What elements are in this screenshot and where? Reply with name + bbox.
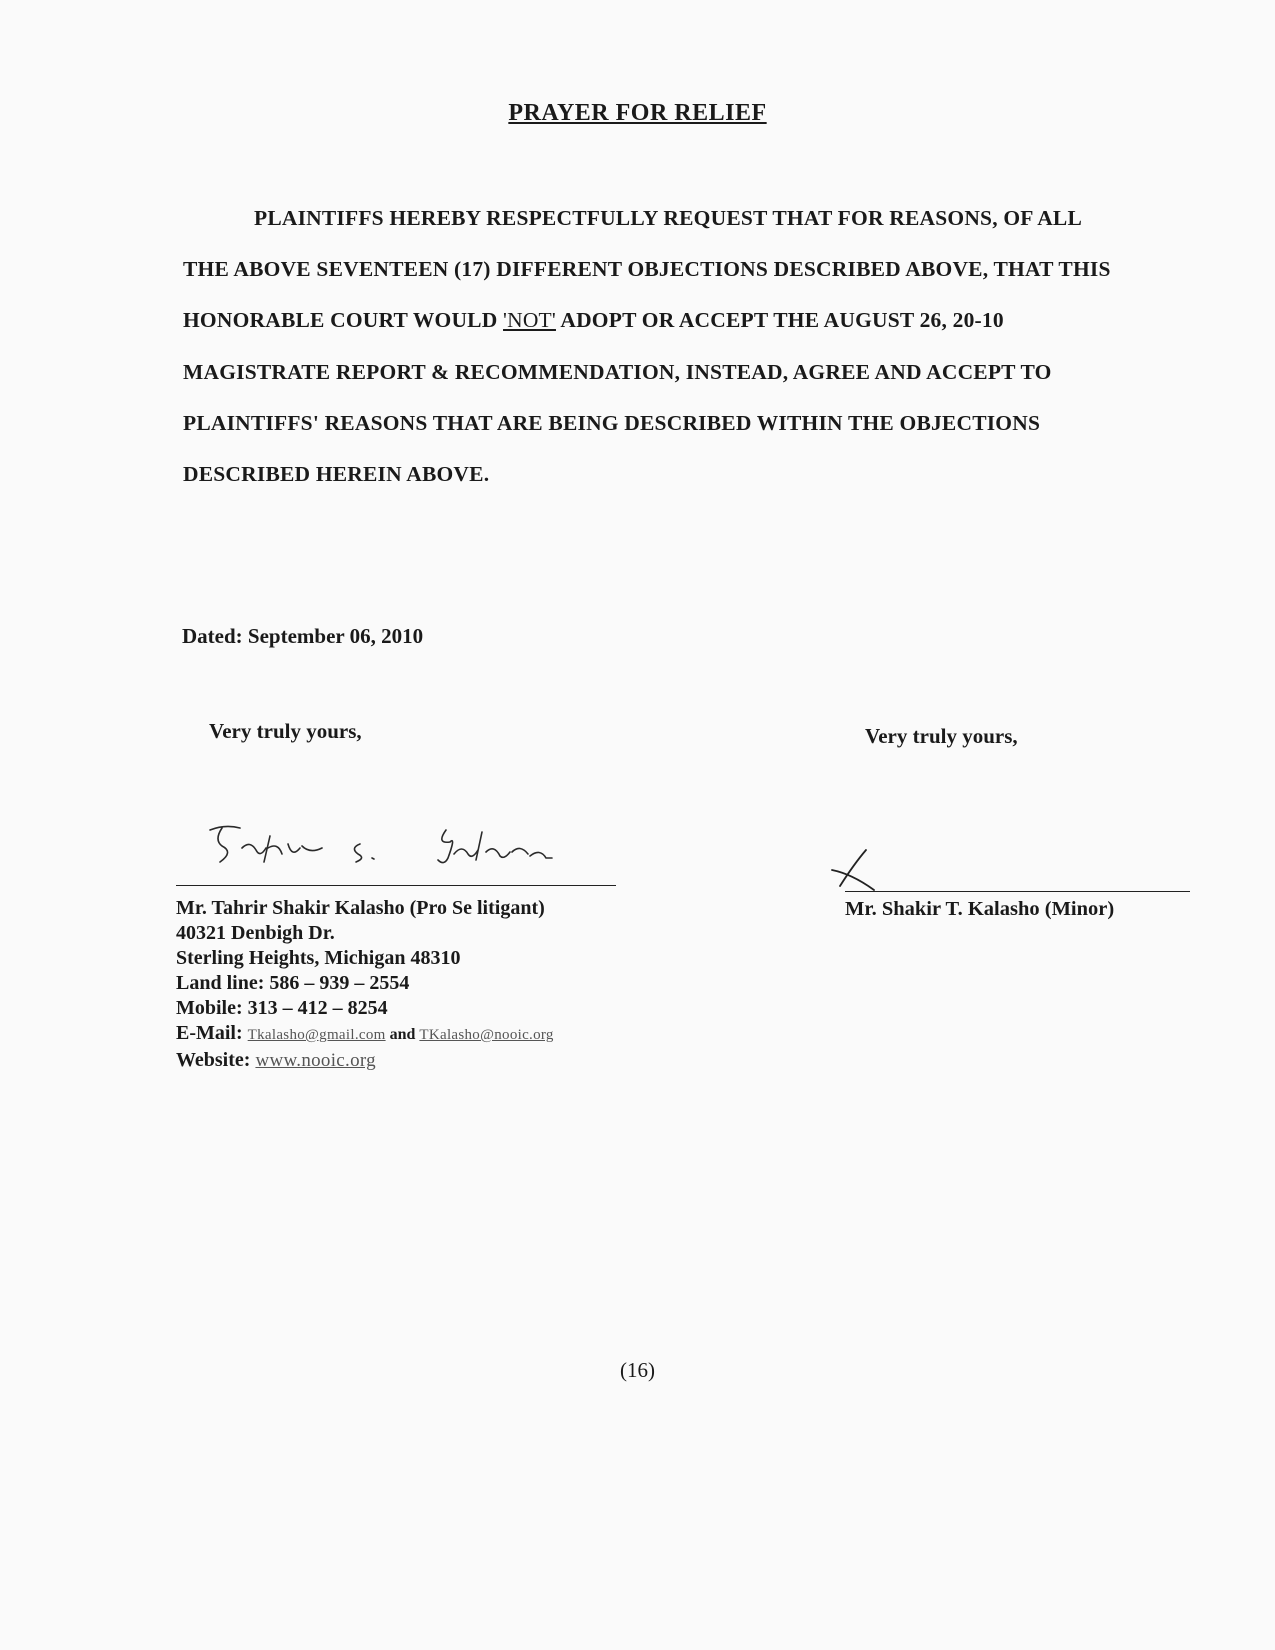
contact-block <box>176 896 554 1073</box>
body-line-5: PLAINTIFFS' REASONS THAT ARE BEING DESCRIBED WITHIN THE OBJECTIONS <box>183 411 1041 435</box>
page-number: (16) <box>620 1358 655 1382</box>
email-and: and <box>385 1026 420 1043</box>
signature-line-left <box>176 885 616 886</box>
date-line: Dated: September 06, 2010 <box>182 624 424 648</box>
signature-line-right <box>845 891 1190 892</box>
body-line-3 <box>183 308 1004 333</box>
body-line-1: PLAINTIFFS HEREBY RESPECTFULLY REQUEST THAT FOR REASONS, OF ALL <box>254 206 1083 230</box>
closing-right: Very truly yours, <box>865 724 1018 748</box>
body-line-4: MAGISTRATE REPORT & RECOMMENDATION, INSTEAD, AGREE AND ACCEPT TO <box>183 360 1052 384</box>
website-line <box>176 1048 554 1073</box>
closing-left: Very truly yours, <box>209 719 362 743</box>
body-line-3-end: ADOPT OR ACCEPT THE AUGUST 26, 20-10 <box>555 308 1004 332</box>
handwritten-signature <box>200 818 620 878</box>
website-link[interactable]: www.nooic.org <box>255 1050 376 1071</box>
mobile: Mobile: 313 – 412 – 8254 <box>176 997 388 1019</box>
email-line <box>176 1021 554 1048</box>
minor-signatory-name: Mr. Shakir T. Kalasho (Minor) <box>845 898 1115 920</box>
address-city: Sterling Heights, Michigan 48310 <box>176 947 461 969</box>
x-mark <box>828 846 898 896</box>
body-line-3-start: HONORABLE COURT WOULD <box>183 308 504 332</box>
email-link-2[interactable]: TKalasho@nooic.org <box>419 1027 554 1043</box>
email-label: E-Mail: <box>176 1022 248 1044</box>
website-label: Website: <box>176 1049 256 1071</box>
emphasized-not: 'NOT' <box>503 308 556 332</box>
document-title: PRAYER FOR RELIEF <box>508 100 767 126</box>
body-line-6: DESCRIBED HEREIN ABOVE. <box>183 462 490 486</box>
signatory-name: Mr. Tahrir Shakir Kalasho (Pro Se litigant) <box>176 897 545 919</box>
address-street: 40321 Denbigh Dr. <box>176 922 335 944</box>
landline: Land line: 586 – 939 – 2554 <box>176 972 410 994</box>
body-line-2: THE ABOVE SEVENTEEN (17) DIFFERENT OBJECTIONS DESCRIBED ABOVE, THAT THIS <box>183 257 1111 281</box>
email-link-1[interactable]: Tkalasho@gmail.com <box>247 1027 386 1043</box>
